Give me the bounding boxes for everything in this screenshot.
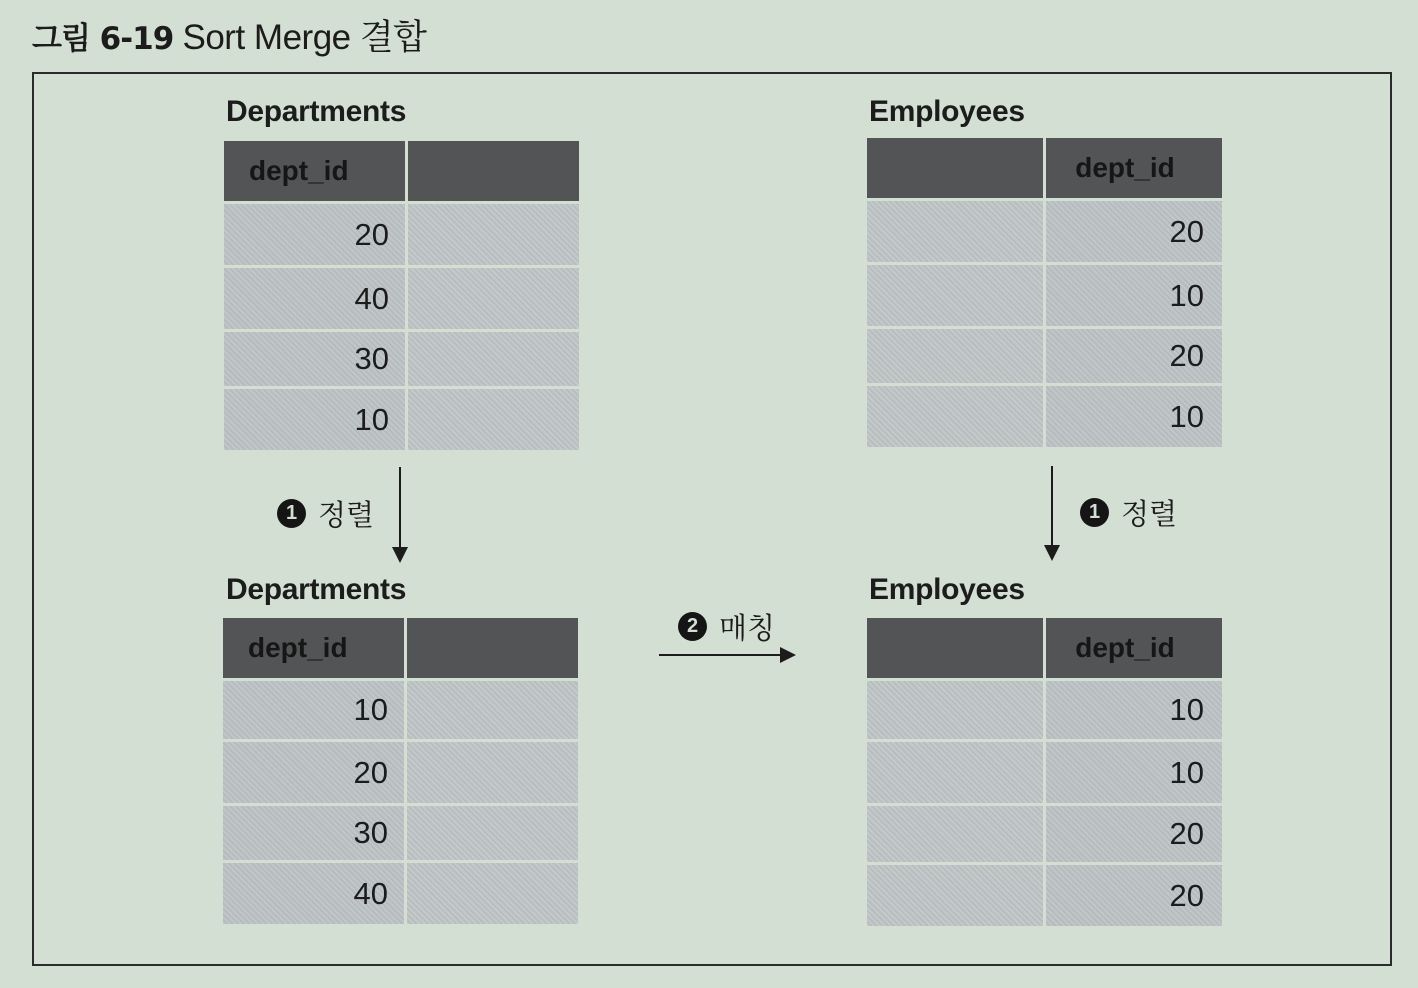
dept-id-header: dept_id <box>1046 618 1222 678</box>
figure-label: 그림 6-19 <box>32 21 174 57</box>
dept-id-cell: 10 <box>1046 681 1222 739</box>
dept-id-cell: 20 <box>1046 865 1222 926</box>
sort-arrow-right <box>1044 466 1060 561</box>
dept-id-cell: 10 <box>1046 386 1222 447</box>
blank-cell <box>867 742 1043 803</box>
table-row <box>867 806 1222 862</box>
dept-id-cell: 40 <box>224 268 405 329</box>
dept-id-cell: 10 <box>1046 265 1222 326</box>
dept-id-cell: 10 <box>1046 742 1222 803</box>
step-number-badge: 2 <box>678 612 707 641</box>
dept-id-cell: 40 <box>223 863 404 924</box>
dept-id-cell: 30 <box>223 806 404 860</box>
blank-cell <box>407 806 578 860</box>
blank-cell <box>867 865 1043 926</box>
sort-arrow-left <box>392 467 408 563</box>
match-arrow <box>659 647 796 663</box>
employees-after-table <box>867 618 1222 929</box>
dept-id-cell: 20 <box>223 742 404 803</box>
dept-id-cell: 20 <box>1046 806 1222 862</box>
sort-step-left <box>277 493 374 534</box>
departments-before-title: Departments <box>226 95 407 128</box>
dept-id-cell: 30 <box>224 332 405 386</box>
blank-header-cell <box>867 618 1043 678</box>
blank-cell <box>407 681 578 739</box>
sort-step-right <box>1080 492 1177 533</box>
table-row <box>223 742 578 803</box>
table-row <box>867 742 1222 803</box>
employees-before-title: Employees <box>869 95 1025 128</box>
step-label-text: 정렬 <box>318 500 375 532</box>
table-row <box>223 863 578 924</box>
step-label-text: 매칭 <box>719 613 776 645</box>
step-label-text: 정렬 <box>1121 499 1178 531</box>
table-row <box>223 681 578 739</box>
figure-caption: Sort Merge 결합 <box>182 18 427 57</box>
blank-header-cell <box>407 618 578 678</box>
step-number-badge: 1 <box>1080 498 1109 527</box>
table-header-row <box>867 618 1222 678</box>
dept-id-cell: 20 <box>1046 201 1222 262</box>
table-header-row <box>223 618 578 678</box>
dept-id-cell: 20 <box>224 204 405 265</box>
match-step <box>678 606 775 647</box>
dept-id-header: dept_id <box>1046 138 1222 198</box>
employees-after-title: Employees <box>869 573 1025 606</box>
dept-id-cell: 10 <box>224 389 405 450</box>
departments-after-table <box>223 618 578 927</box>
step-number-badge: 1 <box>277 499 306 528</box>
departments-after-title: Departments <box>226 573 407 606</box>
blank-cell <box>407 742 578 803</box>
dept-id-header: dept_id <box>223 618 404 678</box>
blank-cell <box>407 863 578 924</box>
dept-id-header: dept_id <box>224 141 405 201</box>
table-row <box>223 806 578 860</box>
table-row <box>867 865 1222 926</box>
dept-id-cell: 20 <box>1046 329 1222 383</box>
dept-id-cell: 10 <box>223 681 404 739</box>
table-row <box>867 681 1222 739</box>
blank-cell <box>867 806 1043 862</box>
blank-cell <box>867 681 1043 739</box>
